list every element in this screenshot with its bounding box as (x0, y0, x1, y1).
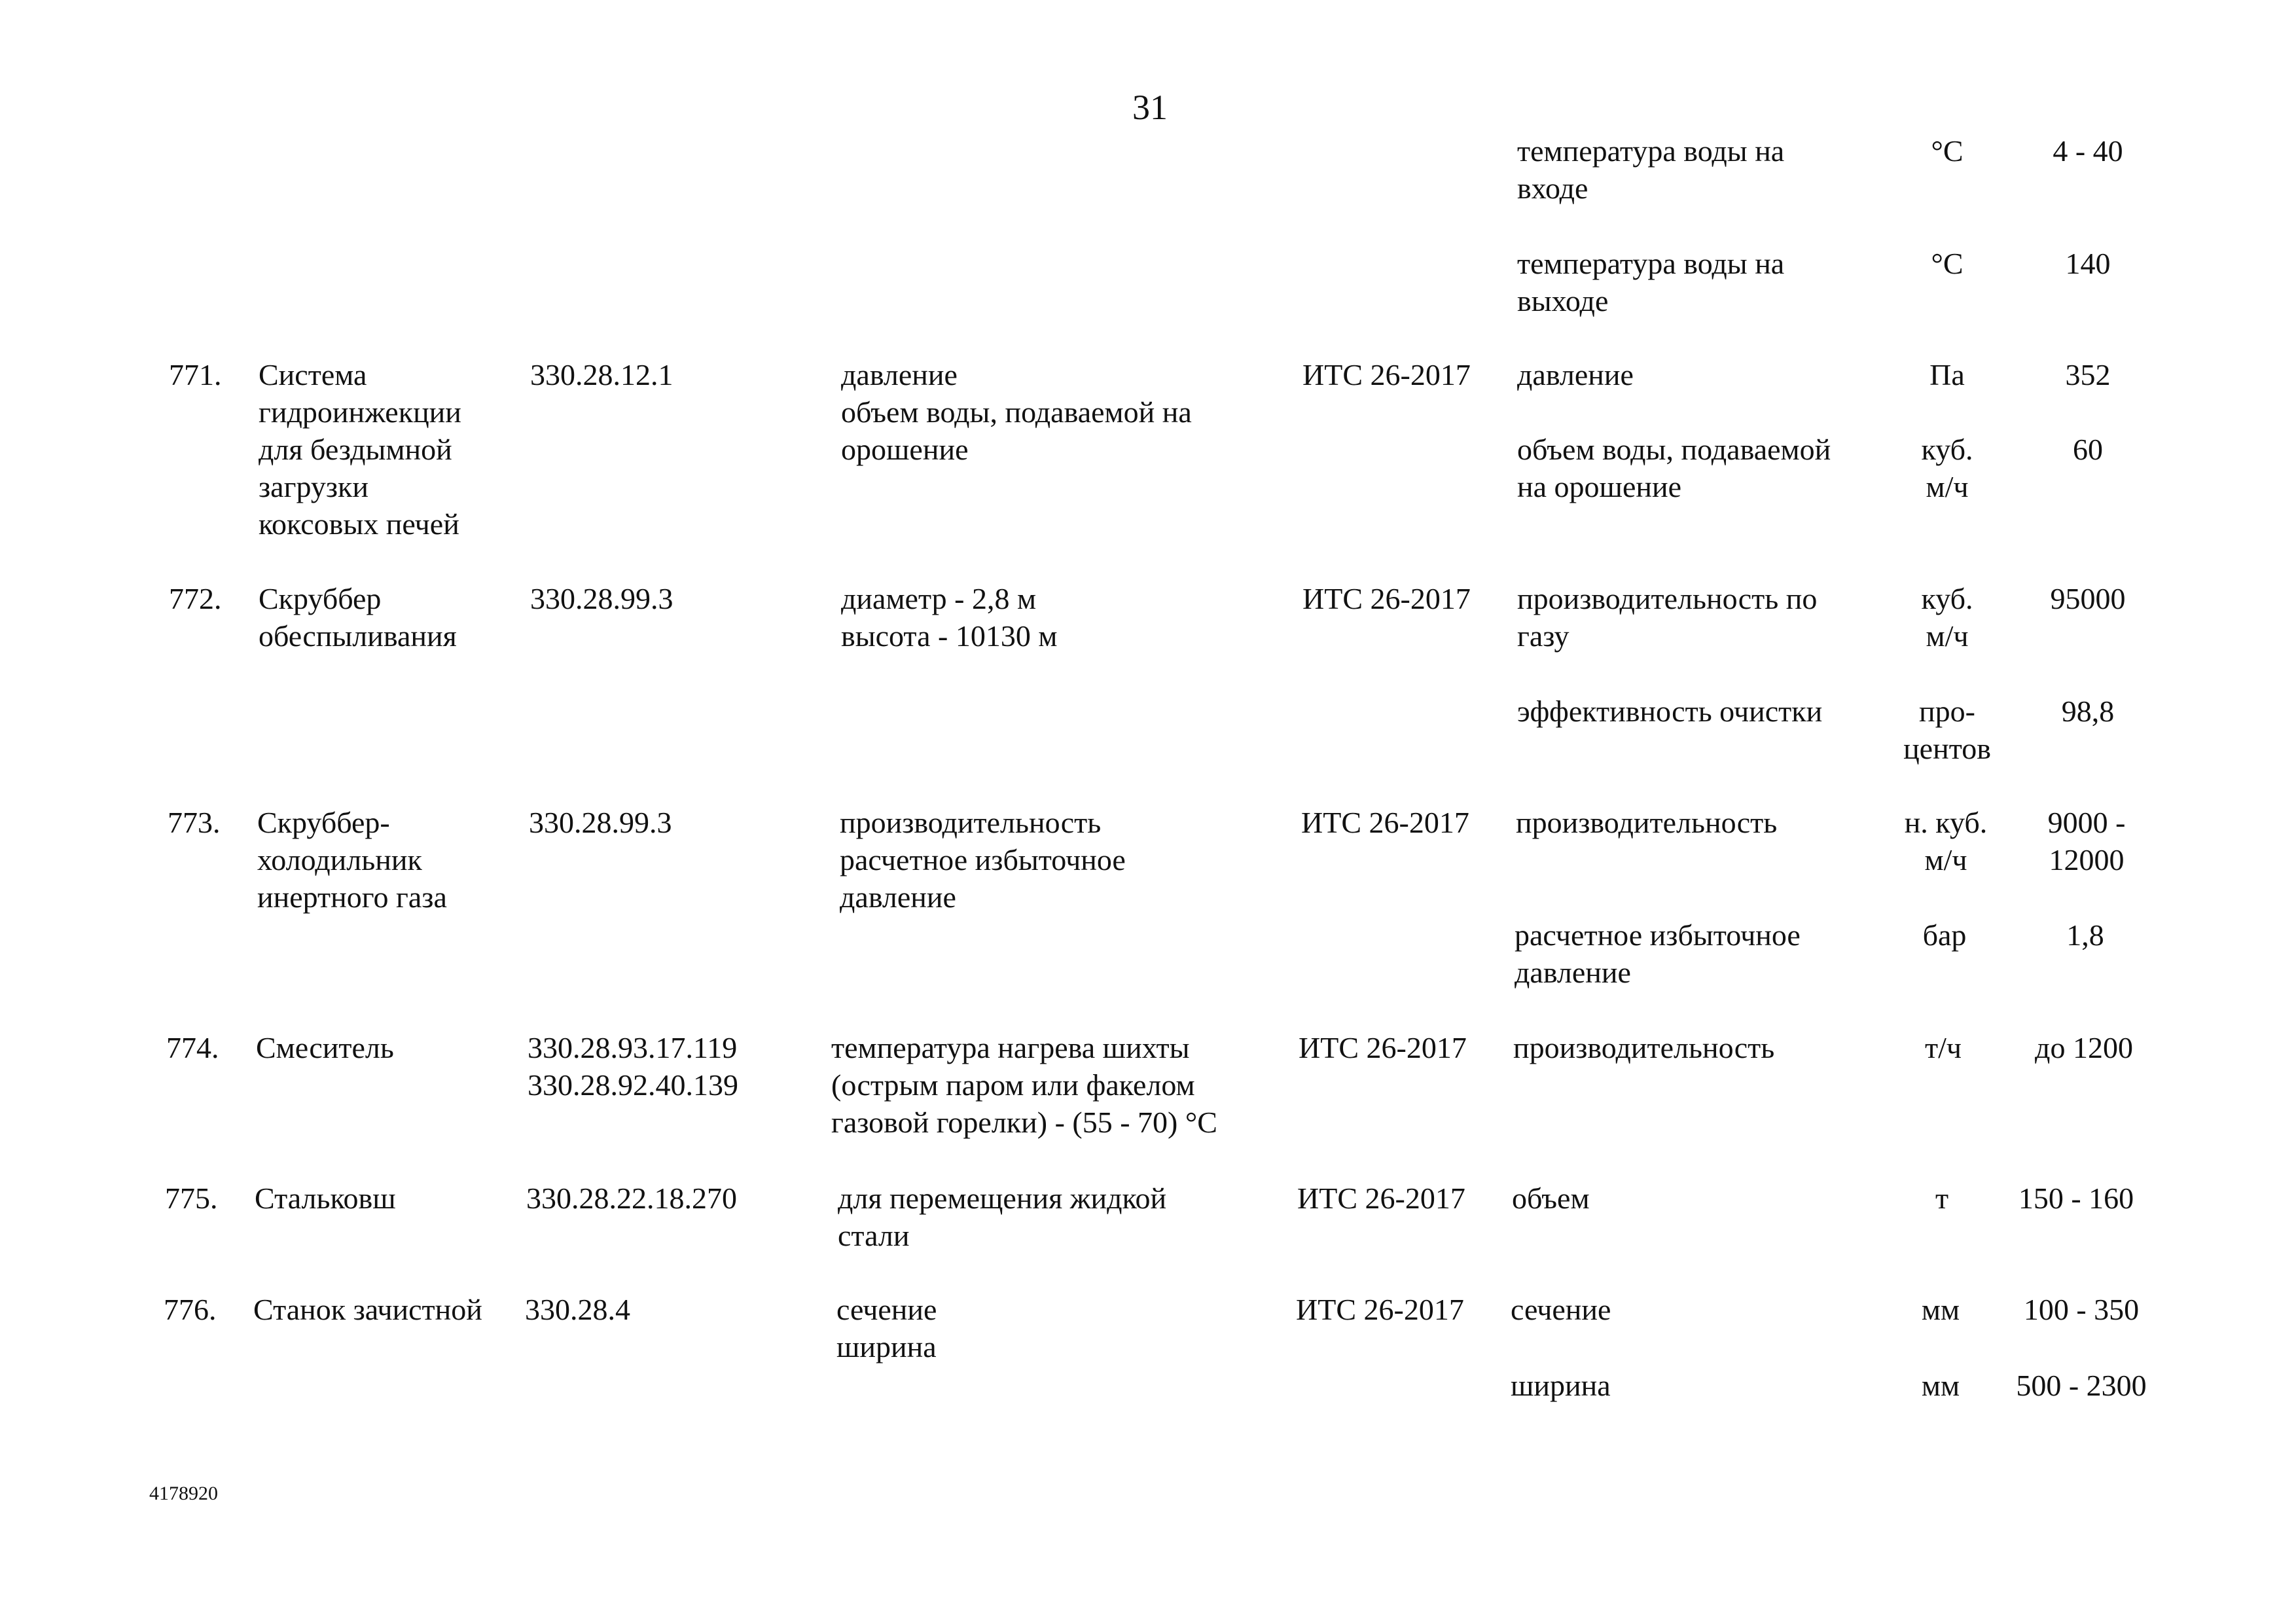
param-value: 98,8 (2061, 695, 2115, 728)
okpd-code: 330.28.93.17.119 330.28.92.40.139 (528, 1031, 738, 1102)
param-value: 150 - 160 (2018, 1182, 2134, 1215)
param-name: ширина (1511, 1369, 1611, 1402)
equipment-name: Стальковш (255, 1182, 396, 1215)
param-value: 4 - 40 (2053, 134, 2123, 168)
row-number: 774. (166, 1031, 219, 1064)
its-reference: ИТС 26-2017 (1296, 1293, 1464, 1326)
characteristics: для перемещения жидкой стали (838, 1182, 1167, 1252)
its-reference: ИТС 26-2017 (1301, 806, 1469, 839)
characteristics: производительность расчетное избыточное давление (840, 806, 1126, 914)
characteristics: температура нагрева шихты (острым паром или факелом газовой горелки) - (55 - 70) °C (831, 1031, 1217, 1139)
row-number: 772. (169, 582, 222, 615)
its-reference: ИТС 26-2017 (1297, 1182, 1465, 1215)
okpd-code: 330.28.22.18.270 (526, 1182, 737, 1215)
param-unit: мм (1921, 1369, 1960, 1402)
param-value: 352 (2065, 358, 2111, 391)
param-unit: куб. м/ч (1921, 582, 1973, 653)
document-code: 4178920 (149, 1483, 218, 1504)
param-unit: °C (1931, 134, 1964, 168)
row-number: 776. (164, 1293, 217, 1326)
param-name: температура воды на выходе (1517, 247, 1785, 317)
param-unit: н. куб. м/ч (1904, 806, 1988, 876)
param-value: 140 (2065, 247, 2111, 280)
okpd-code: 330.28.4 (525, 1293, 630, 1326)
param-unit: Па (1929, 358, 1965, 391)
page-number: 31 (1132, 88, 1168, 127)
its-reference: ИТС 26-2017 (1302, 358, 1471, 391)
characteristics: диаметр - 2,8 м высота - 10130 м (841, 582, 1058, 653)
param-name: объем (1512, 1182, 1590, 1215)
param-name: расчетное избыточное давление (1515, 918, 1801, 989)
okpd-code: 330.28.12.1 (530, 358, 673, 391)
param-unit: °C (1931, 247, 1964, 280)
param-unit: бар (1922, 918, 1967, 952)
param-unit: про- центов (1903, 695, 1991, 765)
param-name: давление (1517, 358, 1634, 391)
param-value: 500 - 2300 (2016, 1369, 2147, 1402)
characteristics: давление объем воды, подаваемой на орошение (841, 358, 1192, 466)
param-value: 9000 - 12000 (2047, 806, 2126, 876)
param-value: 100 - 350 (2023, 1293, 2140, 1326)
its-reference: ИТС 26-2017 (1299, 1031, 1467, 1064)
param-value: 95000 (2050, 582, 2126, 615)
param-name: производительность (1513, 1031, 1775, 1064)
param-unit: мм (1921, 1293, 1960, 1326)
characteristics: сечение ширина (836, 1293, 937, 1363)
param-name: производительность по газу (1517, 582, 1818, 653)
param-name: температура воды на входе (1517, 134, 1785, 205)
param-unit: т/ч (1924, 1031, 1962, 1064)
equipment-name: Скруббер обеспыливания (259, 582, 457, 653)
equipment-name: Смеситель (256, 1031, 394, 1064)
equipment-name: Система гидроинжекции для бездымной загрузки коксовых печей (259, 358, 461, 541)
equipment-name: Скруббер- холодильник инертного газа (257, 806, 447, 914)
param-name: объем воды, подаваемой на орошение (1517, 433, 1831, 503)
param-value: до 1200 (2035, 1031, 2133, 1064)
param-unit: т (1935, 1182, 1949, 1215)
okpd-code: 330.28.99.3 (529, 806, 672, 839)
param-value: 60 (2073, 433, 2103, 466)
row-number: 775. (165, 1182, 218, 1215)
row-number: 773. (168, 806, 221, 839)
row-number: 771. (169, 358, 222, 391)
okpd-code: 330.28.99.3 (530, 582, 673, 615)
param-name: эффективность очистки (1517, 695, 1823, 728)
param-name: сечение (1511, 1293, 1611, 1326)
its-reference: ИТС 26-2017 (1302, 582, 1471, 615)
equipment-name: Станок зачистной (253, 1293, 482, 1326)
param-name: производительность (1516, 806, 1778, 839)
param-value: 1,8 (2066, 918, 2104, 952)
param-unit: куб. м/ч (1921, 433, 1973, 503)
